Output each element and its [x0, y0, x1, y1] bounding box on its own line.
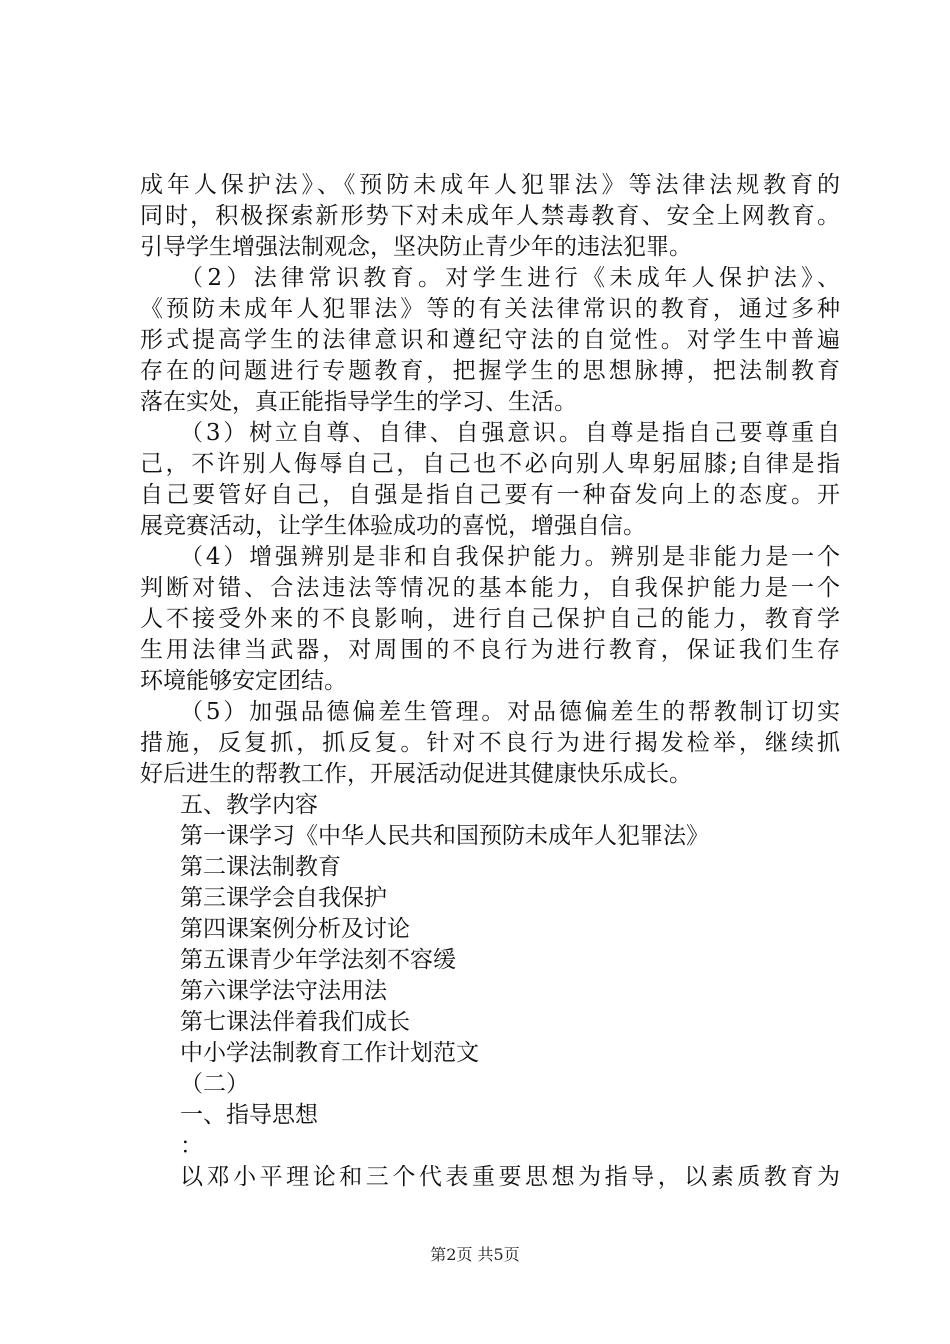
text-line: 同时，积极探索新形势下对未成年人禁毒教育、安全上网教育。	[140, 203, 840, 229]
lesson-item: 第四课案例分析及讨论	[180, 916, 410, 942]
text-line: 生用法律当武器，对周围的不良行为进行教育，保证我们生存	[140, 637, 840, 663]
text-line: 落在实处，真正能指导学生的学习、生活。	[140, 389, 577, 415]
text-line: 人不接受外来的不良影响，进行自己保护自己的能力，教育学	[140, 606, 840, 632]
text-line: （5）加强品德偏差生管理。对品德偏差生的帮教制订切实	[180, 699, 840, 725]
section-number: （二）	[180, 1071, 249, 1097]
text-line: 己，不许别人侮辱自己，自己也不必向别人卑躬屈膝;自律是指	[140, 451, 840, 477]
text-line: （4）增强辨别是非和自我保护能力。辨别是非能力是一个	[180, 544, 840, 570]
body-text	[140, 170, 840, 1193]
text-line: 《预防未成年人犯罪法》等的有关法律常识的教育，通过多种	[140, 296, 840, 322]
text-line: 存在的问题进行专题教育，把握学生的思想脉搏，把法制教育	[140, 358, 840, 384]
text-line: 引导学生增强法制观念，坚决防止青少年的违法犯罪。	[140, 234, 692, 260]
lesson-item: 第五课青少年学法刻不容缓	[180, 947, 456, 973]
text-line: 展竞赛活动，让学生体验成功的喜悦，增强自信。	[140, 513, 646, 539]
text-line: （3）树立自尊、自律、自强意识。自尊是指自己要尊重自	[180, 420, 840, 446]
lesson-item: 第六课学法守法用法	[180, 978, 387, 1004]
text-line: 以邓小平理论和三个代表重要思想为指导，以素质教育为	[180, 1164, 840, 1190]
text-line: 措施，反复抓，抓反复。针对不良行为进行揭发检举，继续抓	[140, 730, 840, 756]
text-line: 形式提高学生的法律意识和遵纪守法的自觉性。对学生中普遍	[140, 327, 840, 353]
lesson-item: 第二课法制教育	[180, 854, 341, 880]
text-line: （2）法律常识教育。对学生进行《未成年人保护法》、	[180, 265, 840, 291]
text-line: 判断对错、合法违法等情况的基本能力，自我保护能力是一个	[140, 575, 840, 601]
document-title: 中小学法制教育工作计划范文	[180, 1040, 479, 1066]
text-line: 环境能够安定团结。	[140, 668, 347, 694]
lesson-item: 第一课学习《中华人民共和国预防未成年人犯罪法》	[180, 823, 709, 849]
lesson-item: 第七课法伴着我们成长	[180, 1009, 410, 1035]
section-heading: 一、指导思想	[180, 1102, 318, 1128]
text-line: 好后进生的帮教工作，开展活动促进其健康快乐成长。	[140, 761, 692, 787]
text-line: 成年人保护法》、《预防未成年人犯罪法》等法律法规教育的	[140, 172, 840, 198]
text-line: 自己要管好自己，自强是指自己要有一种奋发向上的态度。开	[140, 482, 840, 508]
section-heading: 五、教学内容	[180, 792, 318, 818]
colon-mark: ：	[180, 1133, 203, 1159]
lesson-item: 第三课学会自我保护	[180, 885, 387, 911]
page-number: 第2页 共5页	[430, 1245, 520, 1264]
